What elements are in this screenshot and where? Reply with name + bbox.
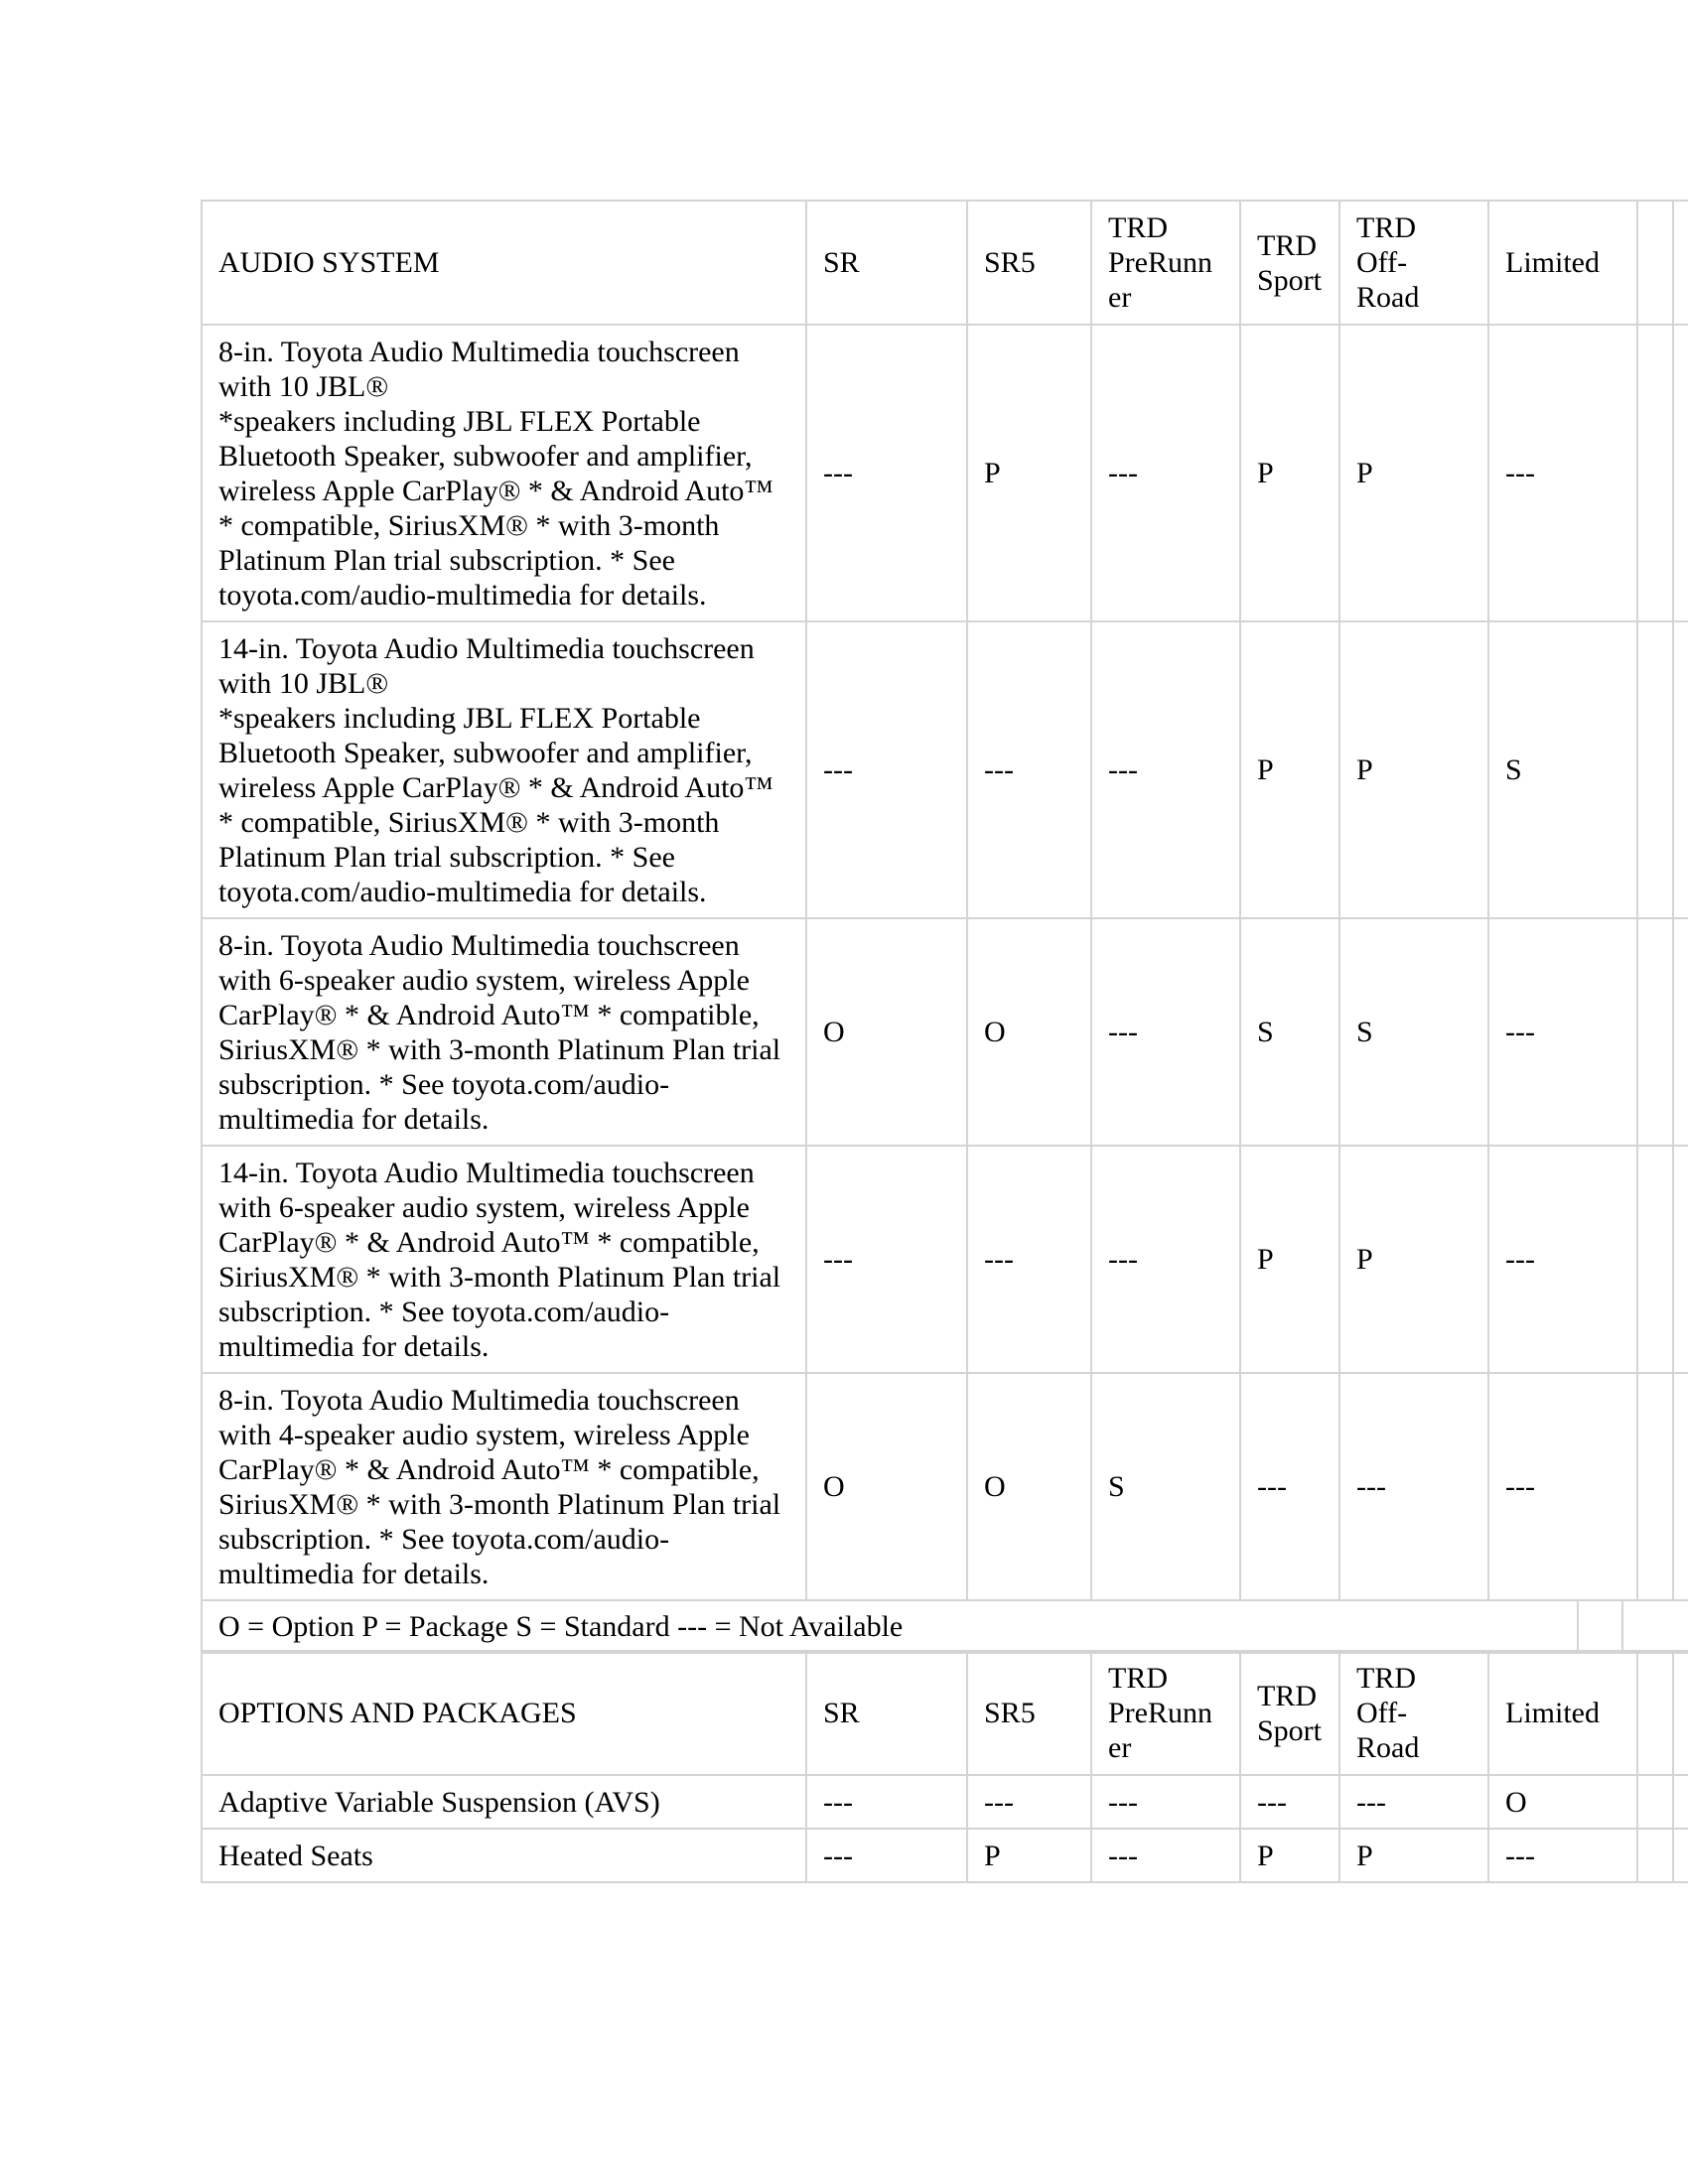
column-header-line: TRD	[1108, 1662, 1168, 1695]
availability-cell: O	[967, 918, 1091, 1146]
column-header-line: SR5	[984, 246, 1036, 279]
availability-cell: O	[1488, 1775, 1637, 1829]
availability-cell: P	[1339, 621, 1488, 918]
feature-description	[202, 1775, 806, 1829]
column-header-line: SR	[823, 1697, 860, 1729]
availability-cell: S	[1488, 621, 1637, 918]
empty-cell	[1637, 325, 1673, 621]
empty-cell	[1637, 1651, 1673, 1775]
availability-cell: ---	[1240, 1775, 1339, 1829]
column-header-trd-prerunner	[1091, 1651, 1240, 1775]
feature-text-line: with 10 JBL®	[218, 369, 389, 403]
options-section-heading: OPTIONS AND PACKAGES	[202, 1651, 806, 1775]
feature-text-line: CarPlay® * & Android Auto™ * compatible,	[218, 1452, 760, 1486]
column-header-line: SR5	[984, 1697, 1036, 1729]
availability-cell: ---	[806, 325, 967, 621]
column-header-line: Sport	[1257, 263, 1323, 297]
options-packages-table	[201, 1650, 1688, 1883]
empty-cell	[1673, 1775, 1688, 1829]
feature-text-line: toyota.com/audio-multimedia for details.	[218, 578, 707, 612]
feature-description	[202, 1146, 806, 1373]
availability-cell: ---	[1091, 621, 1240, 918]
column-header-line: PreRunn	[1108, 246, 1212, 279]
audio-header-row	[202, 201, 1688, 325]
feature-text-line: 14-in. Toyota Audio Multimedia touchscreen	[218, 631, 755, 665]
feature-text-line: wireless Apple CarPlay® * & Android Auto™	[218, 770, 774, 804]
feature-text-line: Bluetooth Speaker, subwoofer and amplifier,	[218, 736, 753, 769]
column-header-trd-off-road	[1339, 201, 1488, 325]
empty-cell	[1637, 201, 1673, 325]
table-row	[202, 1829, 1688, 1882]
feature-text-line: Heated Seats	[218, 1839, 373, 1872]
feature-description	[202, 325, 806, 621]
feature-text-line: CarPlay® * & Android Auto™ * compatible,	[218, 998, 760, 1031]
availability-cell: P	[1240, 621, 1339, 918]
empty-cell	[1673, 621, 1688, 918]
availability-legend: O = Option P = Package S = Standard --- = Not Available	[202, 1600, 1578, 1653]
feature-description	[202, 1829, 806, 1882]
column-header-line: TRD	[1356, 1662, 1416, 1695]
feature-text-line: 8-in. Toyota Audio Multimedia touchscreen	[218, 928, 740, 962]
availability-cell: ---	[1488, 1829, 1637, 1882]
column-header-line: er	[1108, 1731, 1132, 1764]
feature-text-line: 14-in. Toyota Audio Multimedia touchscreen	[218, 1156, 755, 1189]
column-header-trd-off-road	[1339, 1651, 1488, 1775]
empty-cell	[1673, 1373, 1688, 1600]
table-row	[202, 1775, 1688, 1829]
availability-cell: P	[967, 1829, 1091, 1882]
availability-cell: ---	[1488, 1146, 1637, 1373]
empty-cell	[1673, 325, 1688, 621]
availability-cell: ---	[1091, 1146, 1240, 1373]
column-header-trd-sport	[1240, 1651, 1339, 1775]
feature-text-line: *speakers including JBL FLEX Portable	[218, 404, 701, 438]
column-header-line: Road	[1356, 1731, 1420, 1764]
column-header-line: er	[1108, 281, 1132, 314]
feature-description	[202, 918, 806, 1146]
column-header-limited	[1488, 1651, 1637, 1775]
table-row	[202, 918, 1688, 1146]
audio-section-heading: AUDIO SYSTEM	[202, 201, 806, 325]
availability-cell: ---	[1488, 325, 1637, 621]
empty-cell	[1637, 918, 1673, 1146]
feature-text-line: SiriusXM® * with 3-month Platinum Plan trial	[218, 1032, 781, 1066]
availability-cell: ---	[1091, 1775, 1240, 1829]
feature-text-line: SiriusXM® * with 3-month Platinum Plan trial	[218, 1487, 781, 1521]
column-header-line: TRD	[1257, 1679, 1317, 1712]
feature-text-line: with 10 JBL®	[218, 666, 389, 700]
availability-cell: ---	[1488, 918, 1637, 1146]
column-header-line: Limited	[1505, 1697, 1600, 1729]
empty-cell	[1673, 918, 1688, 1146]
feature-description	[202, 621, 806, 918]
availability-cell: ---	[1240, 1373, 1339, 1600]
availability-cell: ---	[1339, 1373, 1488, 1600]
availability-cell: ---	[967, 1775, 1091, 1829]
table-row	[202, 621, 1688, 918]
empty-cell	[1673, 1651, 1688, 1775]
legend-table	[201, 1599, 1688, 1654]
feature-description	[202, 1373, 806, 1600]
feature-text-line: 8-in. Toyota Audio Multimedia touchscreen	[218, 1383, 740, 1417]
feature-text-line: toyota.com/audio-multimedia for details.	[218, 875, 707, 908]
column-header-trd-prerunner	[1091, 201, 1240, 325]
column-header-sr	[806, 201, 967, 325]
column-header-sr5	[967, 201, 1091, 325]
feature-text-line: SiriusXM® * with 3-month Platinum Plan trial	[218, 1260, 781, 1294]
availability-cell: ---	[806, 621, 967, 918]
column-header-line: Road	[1356, 281, 1420, 314]
feature-text-line: Platinum Plan trial subscription. * See	[218, 840, 675, 874]
feature-text-line: *speakers including JBL FLEX Portable	[218, 701, 701, 735]
availability-cell: ---	[806, 1146, 967, 1373]
empty-cell	[1637, 621, 1673, 918]
column-header-line: TRD	[1108, 211, 1168, 244]
availability-cell: ---	[967, 621, 1091, 918]
availability-cell: O	[967, 1373, 1091, 1600]
feature-text-line: subscription. * See toyota.com/audio-	[218, 1522, 670, 1556]
availability-cell: ---	[967, 1146, 1091, 1373]
column-header-line: Off-	[1356, 246, 1408, 279]
column-header-line: TRD	[1257, 228, 1317, 262]
availability-cell: S	[1240, 918, 1339, 1146]
availability-cell: P	[1339, 325, 1488, 621]
availability-cell: P	[967, 325, 1091, 621]
feature-text-line: subscription. * See toyota.com/audio-	[218, 1295, 670, 1328]
availability-cell: ---	[1091, 918, 1240, 1146]
feature-text-line: wireless Apple CarPlay® * & Android Auto™	[218, 474, 774, 507]
empty-cell	[1637, 1373, 1673, 1600]
availability-cell: P	[1339, 1829, 1488, 1882]
column-header-sr5	[967, 1651, 1091, 1775]
availability-cell: S	[1339, 918, 1488, 1146]
empty-cell	[1673, 1146, 1688, 1373]
availability-cell: P	[1339, 1146, 1488, 1373]
feature-text-line: Bluetooth Speaker, subwoofer and amplifier,	[218, 439, 753, 473]
availability-cell: O	[806, 918, 967, 1146]
feature-text-line: with 6-speaker audio system, wireless Apple	[218, 963, 750, 997]
audio-system-table	[201, 200, 1688, 1601]
availability-cell: ---	[1091, 1829, 1240, 1882]
feature-text-line: with 6-speaker audio system, wireless Apple	[218, 1190, 750, 1224]
availability-cell: P	[1240, 325, 1339, 621]
feature-text-line: multimedia for details.	[218, 1329, 490, 1363]
options-header-row	[202, 1651, 1688, 1775]
column-header-line: PreRunn	[1108, 1697, 1212, 1729]
availability-cell: ---	[806, 1829, 967, 1882]
empty-cell	[1637, 1829, 1673, 1882]
availability-cell: P	[1240, 1829, 1339, 1882]
empty-cell	[1673, 1829, 1688, 1882]
column-header-line: TRD	[1356, 211, 1416, 244]
column-header-limited	[1488, 201, 1637, 325]
availability-cell: P	[1240, 1146, 1339, 1373]
column-header-line: Limited	[1505, 246, 1600, 279]
feature-text-line: Adaptive Variable Suspension (AVS)	[218, 1785, 660, 1819]
availability-cell: ---	[1091, 325, 1240, 621]
empty-cell	[1673, 201, 1688, 325]
column-header-trd-sport	[1240, 201, 1339, 325]
feature-text-line: multimedia for details.	[218, 1557, 490, 1590]
availability-cell: ---	[1488, 1373, 1637, 1600]
feature-text-line: CarPlay® * & Android Auto™ * compatible,	[218, 1225, 760, 1259]
table-row	[202, 1146, 1688, 1373]
feature-text-line: * compatible, SiriusXM® * with 3-month	[218, 508, 720, 542]
availability-cell: O	[806, 1373, 967, 1600]
empty-cell	[1637, 1775, 1673, 1829]
availability-cell: ---	[806, 1775, 967, 1829]
availability-cell: ---	[1339, 1775, 1488, 1829]
empty-cell	[1622, 1600, 1688, 1653]
feature-text-line: with 4-speaker audio system, wireless Apple	[218, 1418, 750, 1451]
column-header-sr	[806, 1651, 967, 1775]
feature-text-line: multimedia for details.	[218, 1102, 490, 1136]
empty-cell	[1637, 1146, 1673, 1373]
column-header-line: SR	[823, 246, 860, 279]
empty-cell	[1578, 1600, 1622, 1653]
feature-text-line: * compatible, SiriusXM® * with 3-month	[218, 805, 720, 839]
availability-cell: S	[1091, 1373, 1240, 1600]
column-header-line: Sport	[1257, 1713, 1323, 1747]
feature-text-line: subscription. * See toyota.com/audio-	[218, 1067, 670, 1101]
feature-text-line: 8-in. Toyota Audio Multimedia touchscreen	[218, 335, 740, 368]
table-row	[202, 1373, 1688, 1600]
table-row	[202, 325, 1688, 621]
feature-text-line: Platinum Plan trial subscription. * See	[218, 543, 675, 577]
column-header-line: Off-	[1356, 1697, 1408, 1729]
